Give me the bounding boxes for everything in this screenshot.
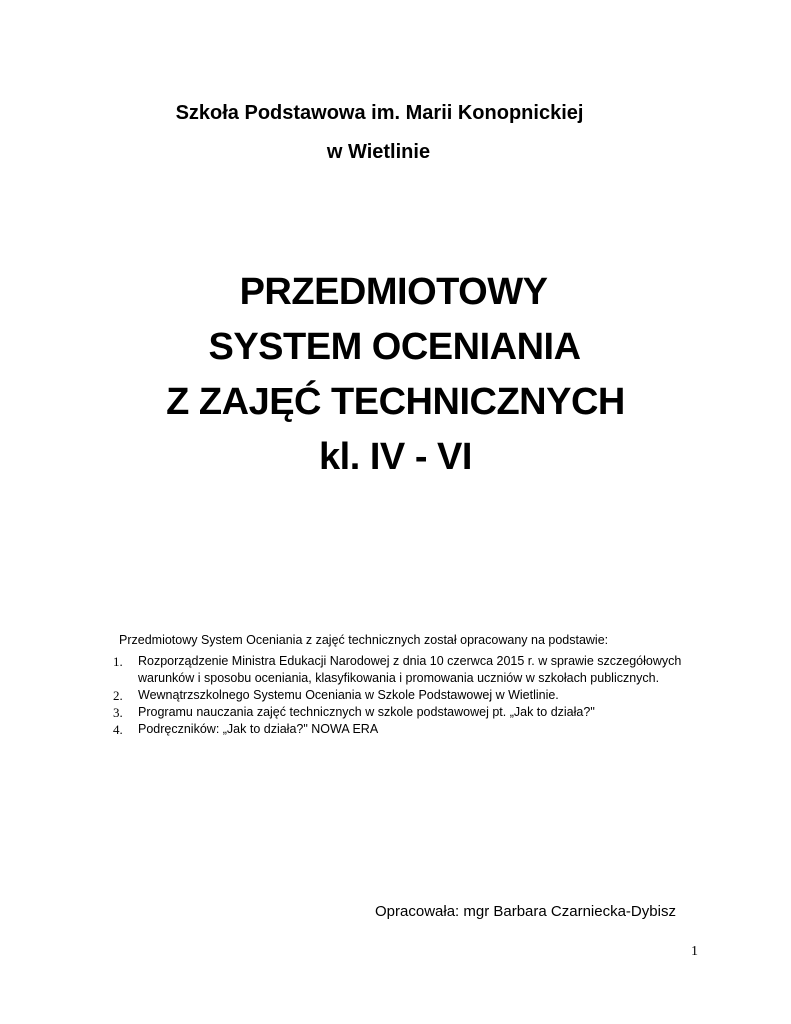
- basis-item-text: Podręczników: „Jak to działa?" NOWA ERA: [138, 722, 379, 736]
- school-location: w Wietlinie: [326, 141, 431, 163]
- basis-item: [113, 704, 713, 721]
- basis-item-number: 3.: [113, 705, 123, 720]
- basis-list: [113, 653, 713, 738]
- basis-item-number: 4.: [113, 722, 123, 737]
- basis-item-text: Rozporządzenie Ministra Edukacji Narodowej z dnia 10 czerwca 2015 r. w sprawie szczegółowych warunków i sposobu oceniania, klasyfikowania i promowania uczniów w szkołach publicznych.: [138, 654, 682, 685]
- document-title-line-3: Z ZAJĘĆ TECHNICZNYCH: [166, 381, 625, 423]
- basis-item-text: Programu nauczania zajęć technicznych w szkole podstawowej pt. „Jak to działa?": [138, 705, 595, 719]
- document-title-line-2: SYSTEM OCENIANIA: [208, 326, 581, 368]
- page-number: 1: [691, 944, 698, 959]
- basis-item-number: 2.: [113, 688, 123, 703]
- basis-intro: Przedmiotowy System Oceniania z zajęć technicznych został opracowany na podstawie:: [119, 633, 609, 647]
- basis-item-number: 1.: [113, 654, 123, 669]
- basis-item: [113, 687, 713, 704]
- basis-item-text: Wewnątrzszkolnego Systemu Oceniania w Szkole Podstawowej w Wietlinie.: [138, 688, 559, 702]
- basis-item: [113, 653, 713, 687]
- school-name: Szkoła Podstawowa im. Marii Konopnickiej: [175, 102, 584, 124]
- document-title-grades: kl. IV - VI: [319, 436, 472, 478]
- basis-item: [113, 721, 713, 738]
- document-title-line-1: PRZEDMIOTOWY: [239, 271, 548, 313]
- author-credit: Opracowała: mgr Barbara Czarniecka-Dybisz: [375, 903, 676, 920]
